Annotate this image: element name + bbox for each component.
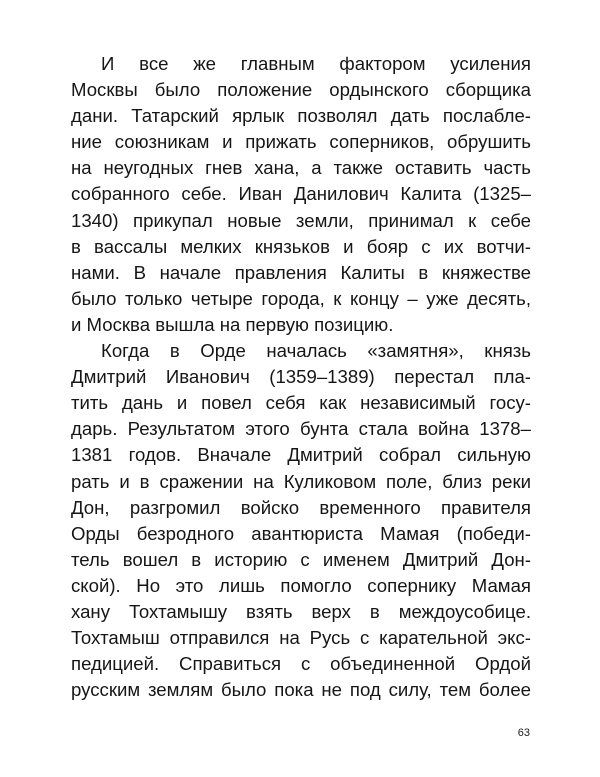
paragraph-2-line: Дон, разгромил войско временного правителя (71, 496, 531, 518)
paragraph-1-line: нами. В начале правления Калиты в княжестве (71, 261, 531, 283)
paragraph-2-line: тить дань и повел себя как независимый госу- (71, 392, 531, 414)
paragraph-2-line: дарь. Результатом этого бунта стала война 1378– (71, 418, 531, 440)
paragraph-1-line: дани. Татарский ярлык позволял дать послабле- (71, 105, 531, 127)
paragraph-1-line: на неугодных гнев хана, а также оставить часть (71, 157, 531, 179)
paragraph-1-line: ние союзникам и прижать соперников, обрушить (71, 131, 531, 153)
paragraph-2-line: хану Тохтамышу взять верх в междоусобице. (71, 600, 531, 622)
paragraph-1-line: было только четыре города, к концу – уже десять, (71, 287, 531, 309)
paragraph-1-line: и Москва вышла на первую позицию. (71, 313, 394, 335)
paragraph-1-line: 1340) прикупал новые земли, принимал к себе (71, 209, 531, 231)
paragraph-2-line: 1381 годов. Вначале Дмитрий собрал сильную (71, 444, 531, 466)
paragraph-2-line: тель вошел в историю с именем Дмитрий Дон- (71, 548, 531, 570)
paragraph-1-line: Москвы было положение ордынского сборщика (71, 79, 531, 101)
paragraph-2-line: ской). Но это лишь помогло сопернику Мамая (71, 574, 531, 596)
paragraph-1-line: собранного себе. Иван Данилович Калита (1325– (71, 183, 531, 205)
paragraph-1-line: в вассалы мелких князьков и бояр с их вотчи- (71, 235, 531, 257)
paragraph-2-line: Орды безродного авантюриста Мамая (победи- (71, 522, 531, 544)
paragraph-2-line: русским землям было пока не под силу, тем более (71, 679, 531, 701)
page-number: 63 (517, 727, 530, 739)
paragraph-1-line: И все же главным фактором усиления (101, 53, 531, 74)
paragraph-2-line: рать и в сражении на Куликовом поле, близ реки (71, 470, 531, 492)
paragraph-2-line: педицией. Справиться с объединенной Ордой (71, 653, 531, 675)
paragraph-2-line: Тохтамыш отправился на Русь с карательной экс- (71, 627, 531, 649)
paragraph-2-line: Дмитрий Иванович (1359–1389) перестал пла- (71, 366, 531, 388)
paragraph-2-line: Когда в Орде началась «замятня», князь (101, 340, 531, 362)
body-text (71, 51, 531, 703)
